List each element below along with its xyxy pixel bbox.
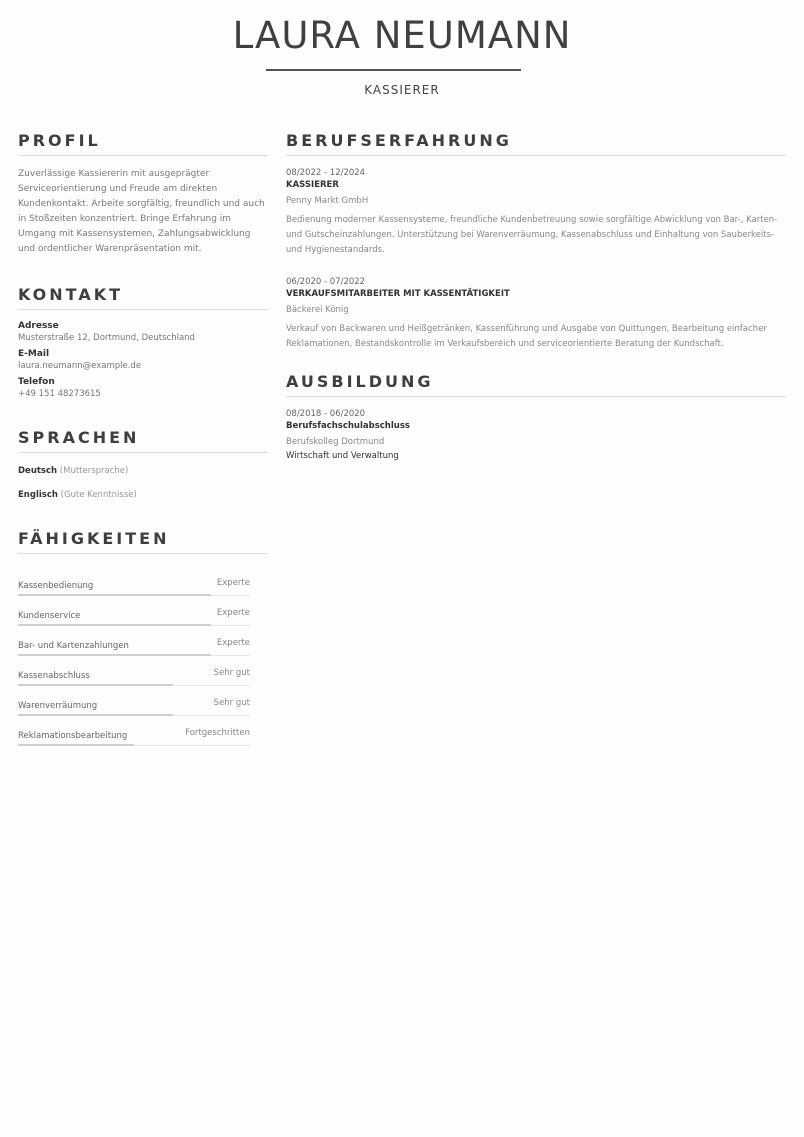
job-role: KASSIERER: [364, 83, 440, 97]
contact-email: [18, 349, 268, 372]
language-level: (Gute Kenntnisse): [60, 490, 137, 500]
education-date: 08/2018 - 06/2020: [286, 409, 366, 419]
contact-value: +49 151 48273615: [18, 389, 101, 399]
language-name: Englisch: [18, 490, 58, 500]
skills-section: [18, 529, 268, 746]
contact-section: [18, 285, 268, 400]
languages-heading: SPRACHEN: [18, 428, 268, 453]
job-description: Bedienung moderner Kassensysteme, freundliche Kundenbetreuung sowie sorgfältige Abwicklung von Bar-, Karten- und Gutscheinzahlungen. Unterstützung bei Warenverräumung, Kassenabschluss und Einhaltung von Sauberkeits- und Hygienestandards.: [286, 215, 778, 255]
skill-name: Kassenabschluss: [18, 671, 90, 681]
language-name: Deutsch: [18, 466, 58, 476]
left-column: [18, 131, 268, 768]
education-section: [286, 372, 786, 463]
education-heading: AUSBILDUNG: [286, 372, 786, 397]
experience-heading: BERUFSERFAHRUNG: [286, 131, 786, 156]
job-date: 08/2022 - 12/2024: [286, 168, 366, 178]
education-degree: Berufsfachschulabschluss: [286, 421, 410, 431]
skill-bar: [18, 744, 134, 746]
skill-name: Reklamationsbearbeitung: [18, 731, 128, 741]
skill-list: [18, 566, 250, 746]
skill-level: Fortgeschritten: [185, 728, 250, 738]
skill-item: [18, 656, 250, 686]
job-title: KASSIERER: [286, 180, 339, 190]
profile-heading: PROFIL: [18, 131, 268, 156]
language-item: [18, 465, 268, 477]
skill-level: Sehr gut: [213, 668, 250, 678]
job-company: Bäckerei König: [286, 305, 349, 315]
contact-address: [18, 321, 268, 344]
skill-item: [18, 596, 250, 626]
language-level: (Muttersprache): [59, 466, 129, 476]
education-entry: [286, 408, 786, 463]
job-entry: [286, 276, 786, 352]
contact-value: Musterstraße 12, Dortmund, Deutschland: [18, 333, 195, 343]
skill-level: Experte: [216, 638, 250, 648]
education-school: Berufskolleg Dortmund: [286, 437, 385, 447]
languages-section: [18, 428, 268, 501]
skill-name: Bar- und Kartenzahlungen: [18, 641, 129, 651]
job-title: VERKAUFSMITARBEITER MIT KASSENTÄTIGKEIT: [286, 289, 510, 299]
profile-section: [18, 131, 268, 257]
contact-label: Adresse: [18, 321, 59, 331]
job-date: 06/2020 - 07/2022: [286, 277, 366, 287]
name-divider: [266, 69, 521, 71]
skills-heading: FÄHIGKEITEN: [18, 529, 268, 554]
job-entry: [286, 167, 786, 258]
contact-label: E-Mail: [18, 349, 50, 359]
contact-heading: KONTAKT: [18, 285, 268, 310]
skill-level: Experte: [216, 608, 250, 618]
job-description: Verkauf von Backwaren und Heißgetränken, Kassenführung und Ausgabe von Quittungen, Bearbeitung einfacher Reklamationen, Bestandskontrolle im Verkaufsbereich und serviceorientierte Beratung der Kundschaft.: [286, 324, 767, 349]
education-field: Wirtschaft und Verwaltung: [286, 451, 399, 461]
skill-item: [18, 566, 250, 596]
language-item: [18, 489, 268, 501]
skill-item: [18, 686, 250, 716]
experience-section: [286, 131, 786, 352]
contact-value[interactable]: laura.neumann@example.de: [18, 361, 142, 371]
skill-level: Experte: [216, 578, 250, 588]
profile-text: Zuverlässige Kassiererin mit ausgeprägter Serviceorientierung und Freude am direkten Kundenkontakt. Arbeite sorgfältig, freundlich und auch in Stoßzeiten konzentriert. Bringe Erfahrung im Umgang mit Kassensystemen, Zahlungsabwicklung und ordentlicher Warenpräsentation mit.: [18, 169, 265, 254]
candidate-name: LAURA NEUMANN: [232, 14, 572, 57]
skill-name: Kassenbedienung: [18, 581, 94, 591]
skill-name: Warenverräumung: [18, 701, 98, 711]
skill-level: Sehr gut: [213, 698, 250, 708]
contact-phone: [18, 377, 268, 400]
right-column: [286, 131, 786, 485]
job-company: Penny Markt GmbH: [286, 196, 369, 206]
skill-item: [18, 626, 250, 656]
skill-name: Kundenservice: [18, 611, 81, 621]
skill-item: [18, 716, 250, 746]
contact-label: Telefon: [18, 377, 55, 387]
